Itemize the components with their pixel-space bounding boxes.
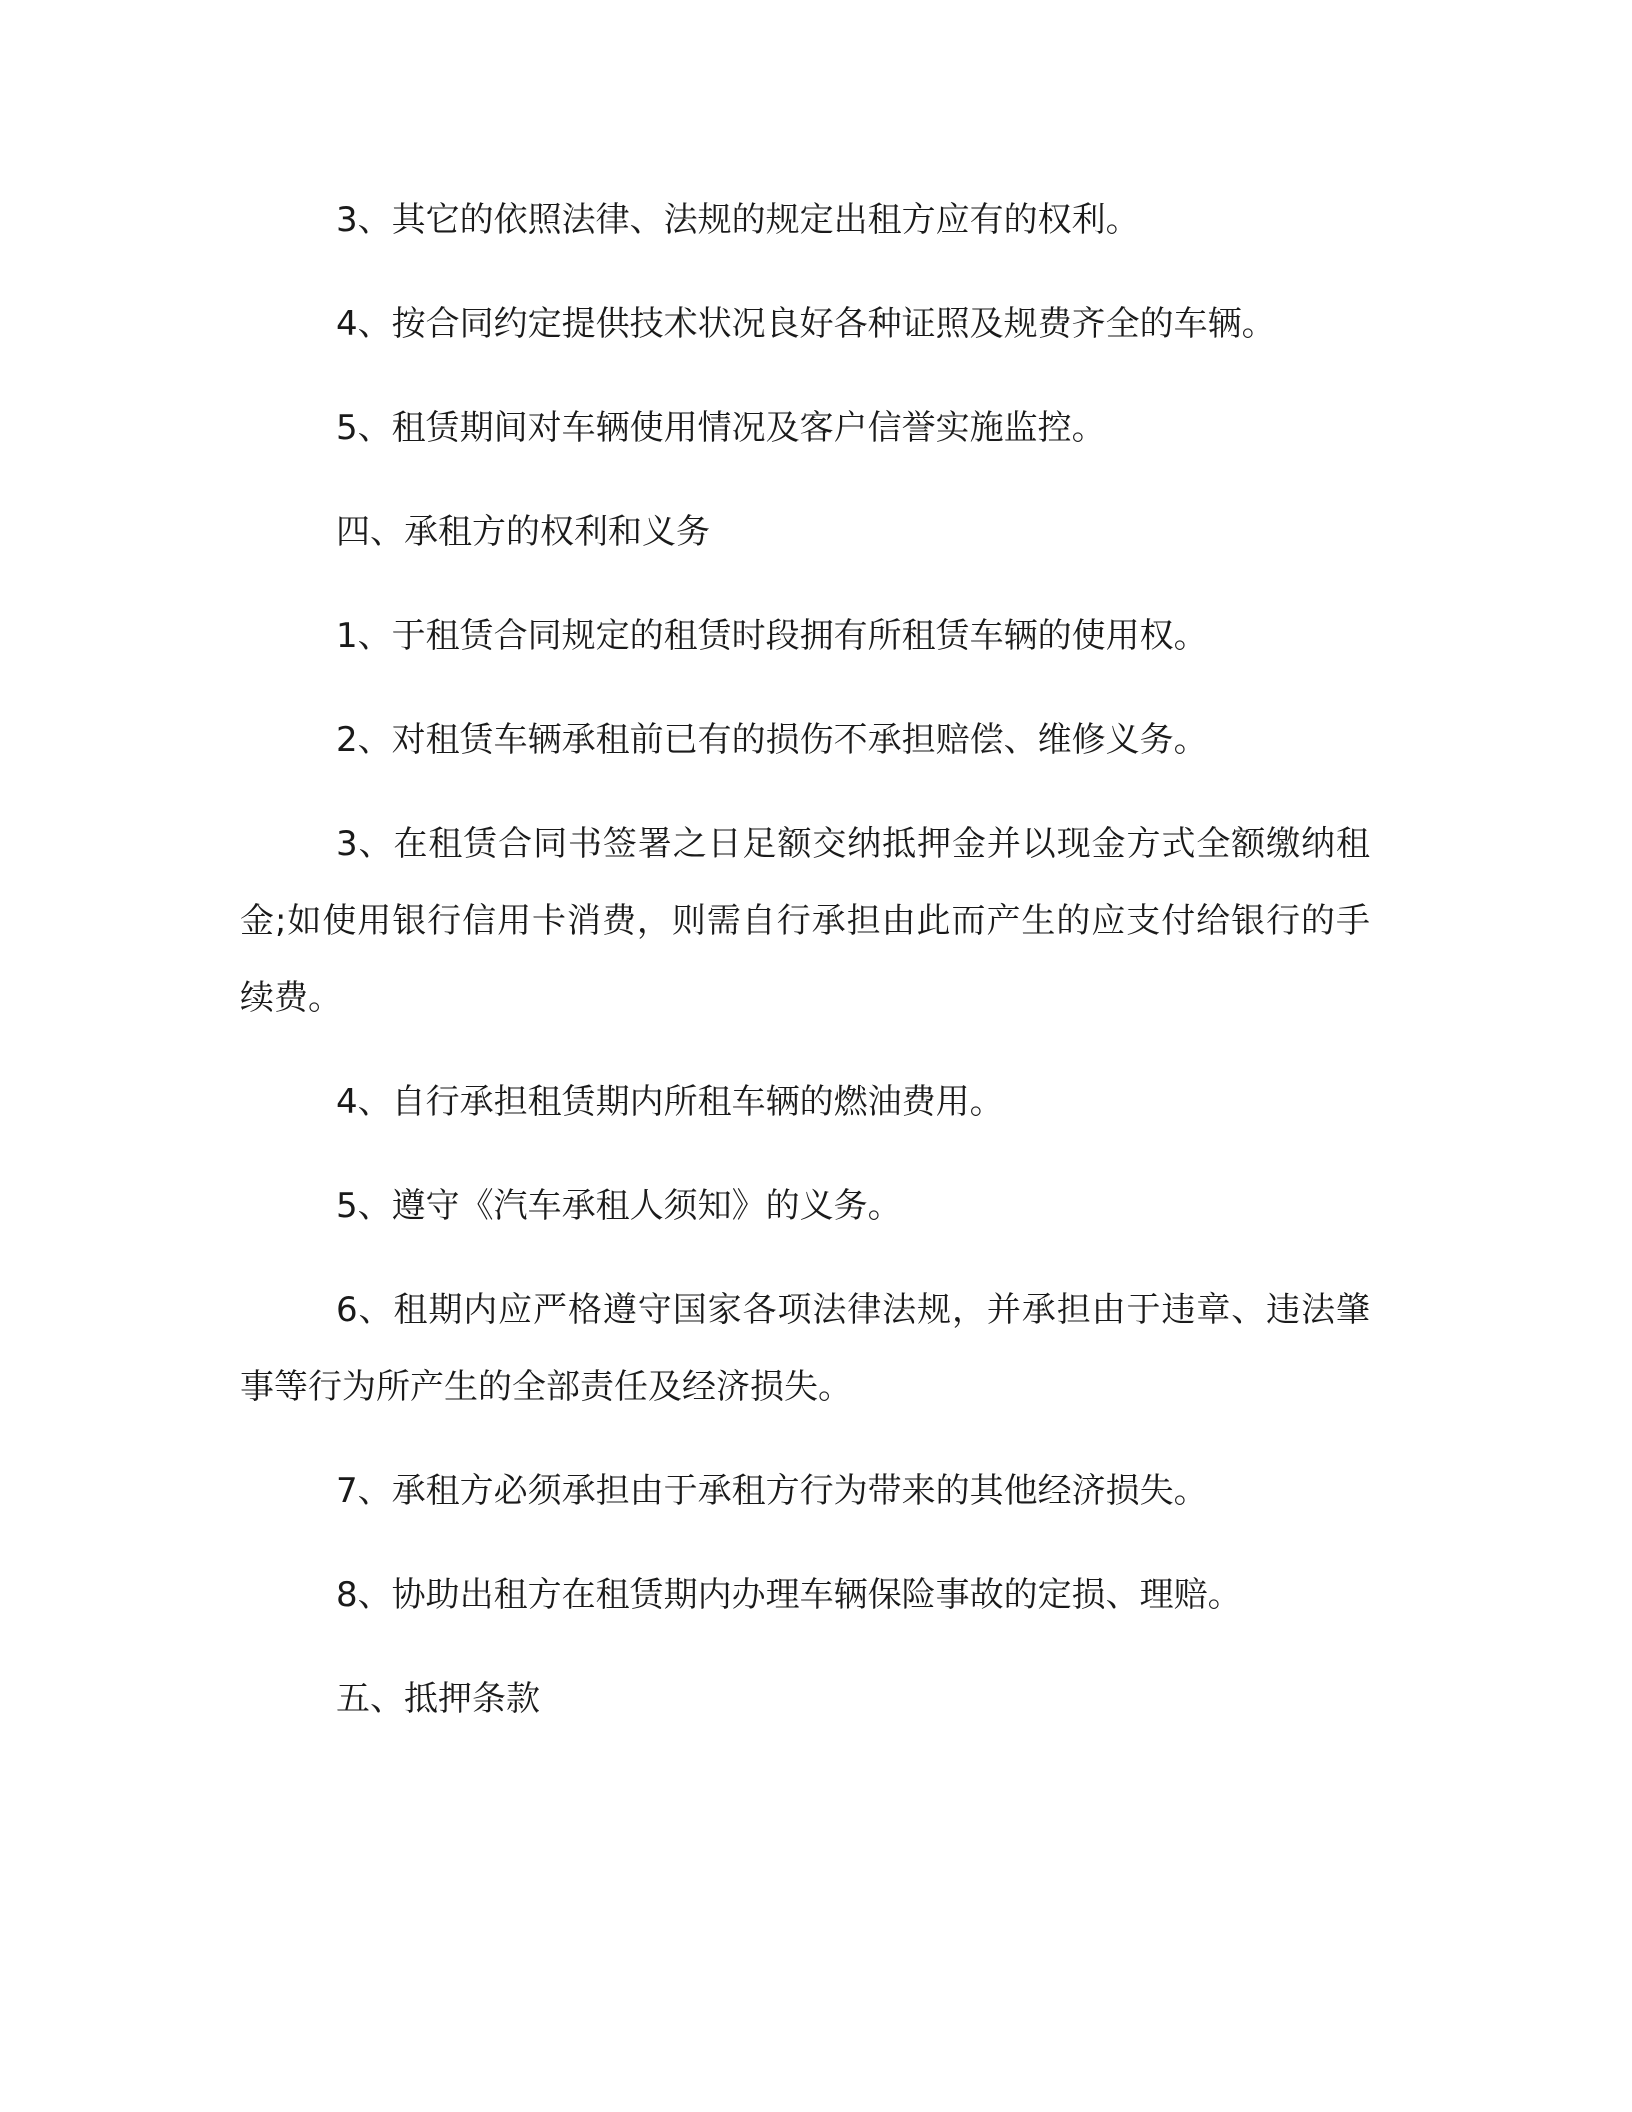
paragraph-lessor-right-3: 3、其它的依照法律、法规的规定出租方应有的权利。 xyxy=(336,200,1140,240)
paragraph-lessee-5: 5、遵守《汽车承租人须知》的义务。 xyxy=(336,1186,902,1226)
paragraph-lessee-8: 8、协助出租方在租赁期内办理车辆保险事故的定损、理赔。 xyxy=(336,1575,1242,1615)
document-body xyxy=(240,182,1370,1765)
paragraph-lessee-2: 2、对租赁车辆承租前已有的损伤不承担赔偿、维修义务。 xyxy=(336,720,1208,760)
section-heading-lessee-rights: 四、承租方的权利和义务 xyxy=(336,512,710,552)
paragraph-lessee-6: 6、租期内应严格遵守国家各项法律法规，并承担由于违章、违法肇事等行为所产生的全部责任及经济损失。 xyxy=(240,1290,1370,1407)
paragraph-lessor-duty-5: 5、租赁期间对车辆使用情况及客户信誉实施监控。 xyxy=(336,408,1106,448)
paragraph-lessee-1: 1、于租赁合同规定的租赁时段拥有所租赁车辆的使用权。 xyxy=(336,616,1208,656)
paragraph-lessee-4: 4、自行承担租赁期内所租车辆的燃油费用。 xyxy=(336,1082,1004,1122)
paragraph-lessee-3: 3、在租赁合同书签署之日足额交纳抵押金并以现金方式全额缴纳租金;如使用银行信用卡消费，则需自行承担由此而产生的应支付给银行的手续费。 xyxy=(240,824,1370,1018)
section-heading-deposit-terms: 五、抵押条款 xyxy=(336,1679,540,1719)
paragraph-lessee-7: 7、承租方必须承担由于承租方行为带来的其他经济损失。 xyxy=(336,1471,1208,1511)
paragraph-lessor-duty-4: 4、按合同约定提供技术状况良好各种证照及规费齐全的车辆。 xyxy=(336,304,1276,344)
